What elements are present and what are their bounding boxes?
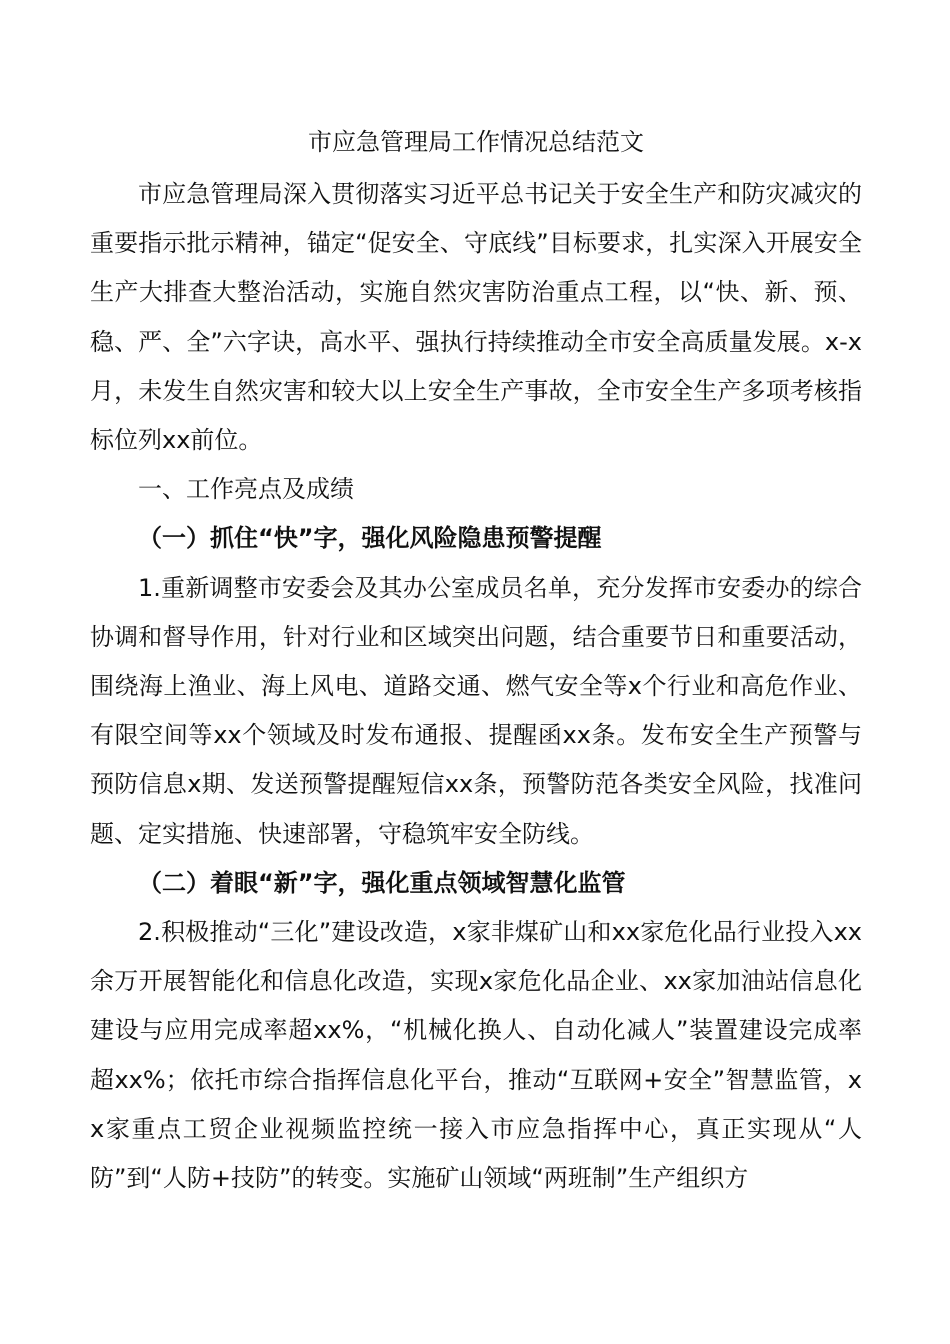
subsection-heading-fast: （一）抓住“快”字，强化风险隐患预警提醒 bbox=[138, 524, 602, 553]
section-heading-achievements: 一、工作亮点及成绩 bbox=[138, 475, 354, 504]
subsection-paragraph-fast: 1.重新调整市安委会及其办公室成员名单，充分发挥市安委办的综合协调和督导作用，针对行业和区域突出问题，结合重要节日和重要活动，围绕海上渔业、海上风电、道路交通、燃气安全等x个行业和高危作业、有限空间等xx个领域及时发布通报、提醒函xx条。发布安全生产预警与预防信息x期、发送预警提醒短信xx条，预警防范各类安全风险，找准问题、定实措施、快速部署，守稳筑牢安全防线。 bbox=[90, 573, 862, 848]
intro-paragraph: 市应急管理局深入贯彻落实习近平总书记关于安全生产和防灾减灾的重要指示批示精神，锚定“促安全、守底线”目标要求，扎实深入开展安全生产大排查大整治活动，实施自然灾害防治重点工程，以“快、新、预、稳、严、全”六字诀，高水平、强执行持续推动全市安全高质量发展。x-x月，未发生自然灾害和较大以上安全生产事故，全市安全生产多项考核指标位列xx前位。 bbox=[90, 180, 862, 455]
subsection-paragraph-new: 2.积极推动“三化”建设改造，x家非煤矿山和xx家危化品行业投入xx余万开展智能化和信息化改造，实现x家危化品企业、xx家加油站信息化建设与应用完成率超xx%，“机械化换人、自动化减人”装置建设完成率超xx%；依托市综合指挥信息化平台，推动“互联网+安全”智慧监管，xx家重点工贸企业视频监控统一接入市应急指挥中心，真正实现从“人防”到“人防+技防”的转变。实施矿山领域“两班制”生产组织方 bbox=[90, 918, 862, 1193]
document-title: 市应急管理局工作情况总结范文 bbox=[308, 128, 644, 156]
subsection-heading-new: （二）着眼“新”字，强化重点领域智慧化监管 bbox=[138, 868, 626, 897]
